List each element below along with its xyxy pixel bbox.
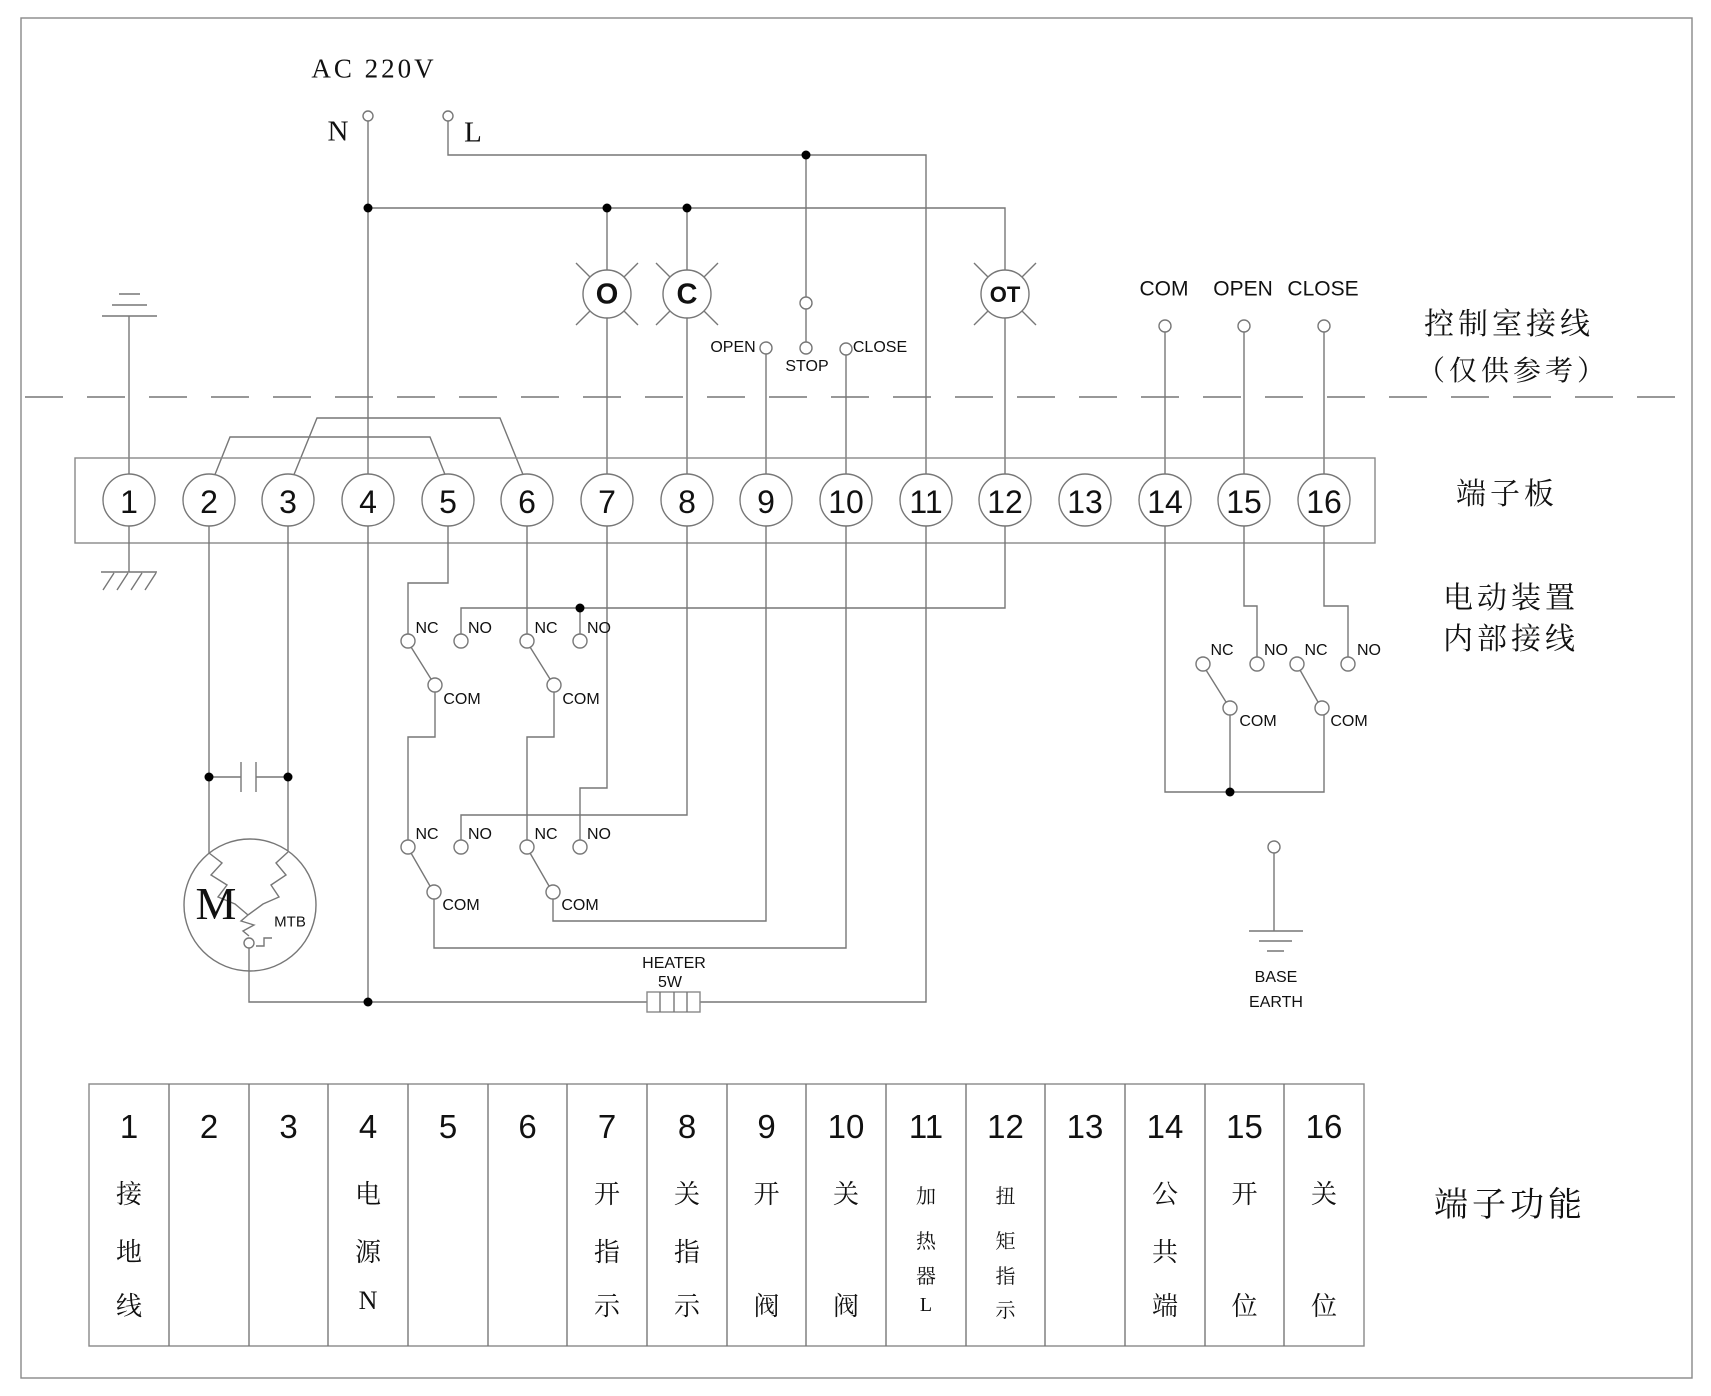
- terminal-2: 2: [200, 484, 218, 520]
- nc-label: NC: [534, 826, 558, 843]
- table-column-6: 6: [518, 1108, 537, 1145]
- terminal-8: 8: [678, 484, 696, 520]
- section-actuator-line1: 电动装置: [1443, 582, 1579, 615]
- no-label: NO: [1264, 642, 1288, 659]
- terminal-9: 9: [757, 484, 775, 520]
- table-column-2: 2: [199, 1108, 219, 1145]
- table-column-1: 1 接 地 线: [115, 1108, 142, 1321]
- com-label: COM: [561, 897, 599, 914]
- remote-open-label: OPEN: [1213, 277, 1273, 301]
- earth-label: EARTH: [1249, 994, 1303, 1011]
- nc-label: NC: [1304, 642, 1328, 659]
- com-label: COM: [1239, 713, 1277, 730]
- nc-label: NC: [1210, 642, 1234, 659]
- terminal-5: 5: [439, 484, 457, 520]
- table-column-8: 8 关 指 示: [673, 1108, 700, 1321]
- com-label: COM: [442, 897, 480, 914]
- section-actuator-line2: 内部接线: [1443, 623, 1579, 656]
- remote-close-label: CLOSE: [1287, 277, 1359, 301]
- com-label: COM: [1330, 713, 1368, 730]
- com-label: COM: [443, 691, 481, 708]
- terminal-14: 14: [1147, 484, 1183, 520]
- table-column-12: 12 扭 矩 指 示: [987, 1108, 1024, 1322]
- remote-com-label: COM: [1139, 277, 1189, 301]
- ac-supply-label: AC 220V: [311, 53, 437, 84]
- nc-label: NC: [534, 620, 558, 637]
- no-label: NO: [587, 620, 611, 637]
- motor-letter: M: [195, 878, 237, 929]
- nc-label: NC: [415, 620, 439, 637]
- table-column-15: 15 开 位: [1226, 1108, 1263, 1321]
- section-terminal-functions: 端子功能: [1434, 1187, 1586, 1224]
- table-column-13: 13: [1066, 1108, 1104, 1145]
- terminal-1: 1: [120, 484, 138, 520]
- no-label: NO: [1357, 642, 1381, 659]
- table-column-16: 16 关 位: [1305, 1108, 1343, 1321]
- terminal-16: 16: [1306, 484, 1342, 520]
- lamp-torque-letter: OT: [989, 282, 1021, 307]
- heater-power-label: 5W: [658, 974, 682, 991]
- nc-label: NC: [415, 826, 439, 843]
- lamp-open-letter: O: [595, 278, 619, 311]
- base-label: BASE: [1254, 969, 1298, 986]
- terminal-12: 12: [987, 484, 1023, 520]
- terminal-3: 3: [279, 484, 297, 520]
- terminal-10: 10: [828, 484, 864, 520]
- table-column-4: 4 电 源 N: [354, 1108, 381, 1315]
- stop-button-label: STOP: [785, 358, 829, 375]
- no-label: NO: [468, 826, 492, 843]
- table-column-7: 7 开 指 示: [593, 1108, 620, 1321]
- table-column-5: 5: [438, 1108, 458, 1145]
- terminal-4: 4: [359, 484, 377, 520]
- supply-n-label: N: [327, 115, 349, 148]
- lamp-close-letter: C: [676, 278, 698, 311]
- table-column-3: 3: [279, 1108, 298, 1145]
- section-terminal-board: 端子板: [1456, 478, 1558, 511]
- open-button-label: OPEN: [710, 339, 756, 356]
- mtb-label: MTB: [274, 913, 306, 931]
- terminal-6: 6: [518, 484, 536, 520]
- no-label: NO: [587, 826, 611, 843]
- table-column-14: 14 公 共 端: [1146, 1108, 1184, 1321]
- terminal-15: 15: [1226, 484, 1262, 520]
- supply-l-label: L: [464, 116, 482, 149]
- terminal-13: 13: [1067, 484, 1103, 520]
- heater-label: HEATER: [642, 955, 706, 972]
- no-label: NO: [468, 620, 492, 637]
- table-column-9: 9 开 阀: [753, 1108, 780, 1321]
- section-control-room: 控制室接线: [1424, 308, 1594, 341]
- close-button-label: CLOSE: [852, 339, 908, 356]
- terminal-7: 7: [598, 484, 616, 520]
- table-column-11: 11 加 热 器 L: [908, 1108, 944, 1316]
- com-label: COM: [562, 691, 600, 708]
- section-control-room-note: （仅供参考）: [1416, 356, 1610, 387]
- table-column-10: 10 关 阀: [827, 1108, 865, 1321]
- terminal-11: 11: [909, 484, 943, 520]
